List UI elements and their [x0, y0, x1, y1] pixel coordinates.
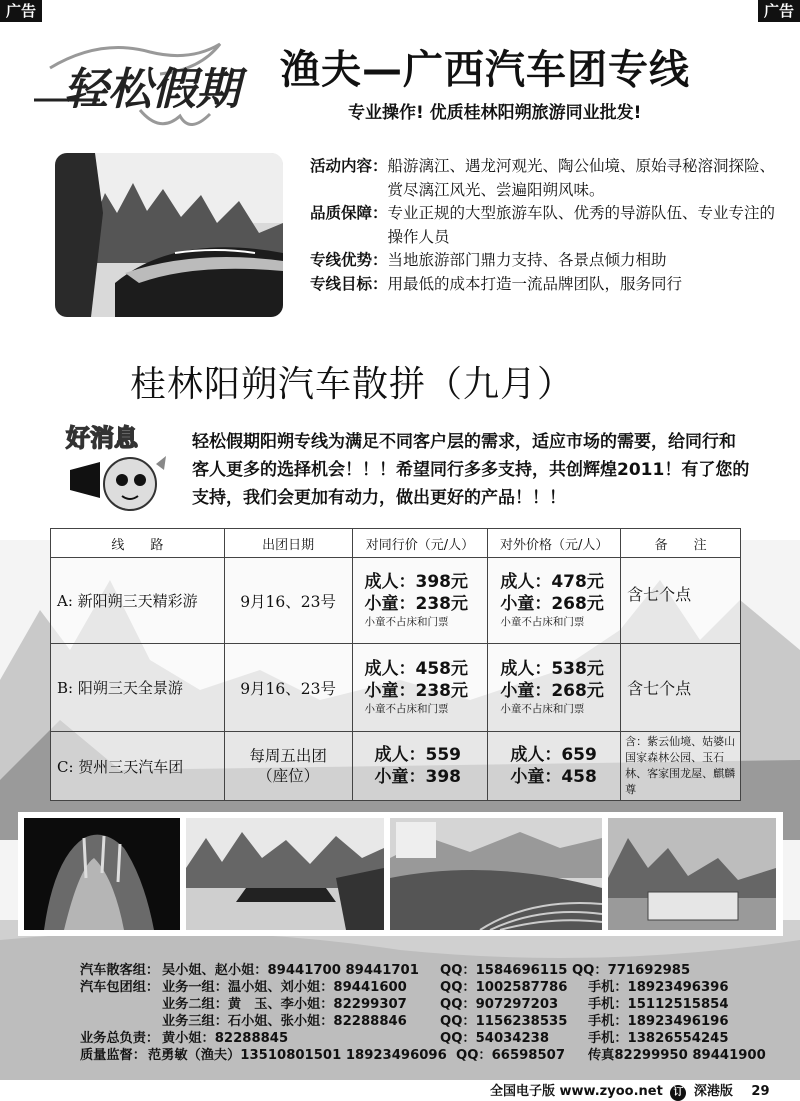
contact-row — [80, 996, 780, 1013]
child-price-note: 小童不占床和门票 — [364, 703, 449, 715]
retail-price-cell — [488, 644, 621, 732]
contact-phone: 传真82299950 89441900 — [588, 1048, 766, 1063]
karst-river-photo — [186, 818, 384, 930]
info-block — [310, 155, 790, 296]
contact-name: 业务二组：黄 玉、李小姐：82299307 — [162, 997, 407, 1012]
contact-name: 业务三组：石小姐、张小姐：82288846 — [162, 1014, 407, 1029]
footer-edition: 深港版 — [693, 1084, 733, 1099]
child-price: 小童：238元 — [364, 681, 469, 701]
info-row: 专线优势 ： 当地旅游部门鼎力支持、各景点倾力相助 — [310, 249, 790, 273]
contact-list — [80, 962, 780, 1064]
adult-price: 成人：538元 — [500, 659, 604, 679]
cave-photo — [24, 818, 180, 930]
header-date: 出团日期 — [224, 529, 352, 558]
adult-price: 成人：659 — [510, 745, 597, 765]
logo-text: 轻松假期 — [64, 64, 240, 115]
contact-row — [80, 1030, 780, 1047]
contact-label: 汽车包团组： — [80, 980, 160, 995]
table-header-row — [51, 529, 741, 558]
route-cell: B: 阳朔三天全景游 — [51, 644, 225, 732]
contact-qq: QQ：1002587786 — [440, 980, 568, 995]
info-value: 专业正规的大型旅游车队、优秀的导游队伍、专业专注的操作人员 — [387, 204, 776, 246]
info-value: 当地旅游部门鼎力支持、各景点倾力相助 — [387, 251, 667, 269]
ad-tag-right: 广告 — [758, 0, 800, 22]
contact-row — [80, 1013, 780, 1030]
child-price: 小童：398 — [374, 767, 462, 787]
banknote-scenery-photo — [608, 818, 776, 930]
adult-price: 成人：458元 — [364, 659, 469, 679]
info-key: 专线目标 — [310, 274, 373, 293]
contact-qq: QQ：907297203 — [440, 997, 559, 1012]
contact-name: 吴小姐、赵小姐：89441700 89441701 — [162, 963, 419, 978]
footer-badge-icon: 订 — [670, 1085, 686, 1101]
adult-price: 成人：478元 — [500, 572, 604, 592]
photo-strip — [18, 812, 783, 936]
good-news-badge — [60, 420, 180, 520]
info-value: 船游漓江、遇龙河观光、陶公仙境、原始寻秘溶洞探险、赏尽漓江风光、尝遍阳朔风味。 — [387, 157, 776, 199]
route-cell: C: 贺州三天汽车团 — [51, 732, 225, 801]
table-row — [51, 732, 741, 801]
contact-qq: QQ：54034238 — [440, 1031, 550, 1046]
mascot-icon — [104, 458, 156, 510]
peer-price-cell — [352, 644, 488, 732]
info-key: 品质保障 — [310, 204, 373, 222]
date-cell: 9月16、23号 — [224, 644, 352, 732]
child-price: 小童：458 — [510, 767, 597, 787]
table-row — [51, 558, 741, 644]
note-cell: 含七个点 — [621, 558, 741, 644]
section-title: 桂林阳朔汽车散拼（九月） — [130, 364, 575, 405]
child-price-note: 小童不占床和门票 — [364, 616, 449, 628]
ad-tag-left: 广告 — [0, 0, 42, 22]
note-cell: 含七个点 — [621, 644, 741, 732]
contact-qq: QQ：1156238535 — [440, 1014, 568, 1029]
contact-qq: QQ：1584696115 QQ：771692985 — [440, 963, 691, 978]
brand-logo — [30, 30, 260, 140]
info-key: 专线优势 — [310, 251, 373, 269]
contact-phone: 手机：18923496396 — [588, 980, 729, 995]
header-retail-price: 对外价格（元/人） — [488, 529, 621, 558]
child-price: 小童：268元 — [500, 594, 604, 614]
footer-site: 全国电子版 www.zyoo.net — [490, 1084, 663, 1099]
date-cell: 每周五出团（座位） — [224, 732, 352, 801]
note-cell: 含：紫云仙境、姑婆山国家森林公园、玉石林、客家围龙屋、麒麟尊 — [621, 732, 741, 801]
info-row: 专线目标 ： 用最低的成本打造一流品牌团队，服务同行 — [310, 273, 790, 297]
contact-name: 黄小姐：82288845 — [162, 1031, 289, 1046]
contact-label: 汽车散客组： — [80, 963, 160, 978]
contact-phone: 手机：13826554245 — [588, 1031, 729, 1046]
news-text: 轻松假期阳朔专线为满足不同客户层的需求，适应市场的需要，给同行和客人更多的选择机会！！！希望同行多多支持，共创辉煌2011！有了您的支持，我们会更加有动力，做出更好的产品！！！ — [192, 432, 750, 508]
contact-row — [80, 962, 780, 979]
page-title: 渔夫—广西汽车团专线 — [280, 47, 690, 93]
contact-qq: QQ：66598507 — [456, 1048, 566, 1063]
child-price: 小童：238元 — [364, 594, 469, 614]
news-badge-text: 好消息 — [66, 424, 138, 452]
header-route: 线 路 — [51, 529, 225, 558]
info-row: 活动内容 ： 船游漓江、遇龙河观光、陶公仙境、原始寻秘溶洞探险、赏尽漓江风光、尝遍阳朔风味。 — [310, 155, 790, 202]
child-price: 小童：268元 — [500, 681, 604, 701]
child-price-note: 小童不占床和门票 — [500, 616, 585, 628]
terrace-photo — [390, 818, 602, 930]
info-value: 用最低的成本打造一流品牌团队，服务同行 — [387, 274, 683, 293]
contact-label: 质量监督： — [80, 1048, 146, 1063]
contact-phone: 手机：15112515854 — [588, 997, 729, 1012]
table-row — [51, 644, 741, 732]
adult-price: 成人：559 — [374, 745, 462, 765]
contact-row — [80, 1047, 780, 1064]
contact-name: 业务一组：温小姐、刘小姐：89441600 — [162, 980, 407, 995]
contact-label: 业务总负责： — [80, 1031, 160, 1046]
contact-row — [80, 979, 780, 996]
info-row: 品质保障 ： 专业正规的大型旅游车队、优秀的导游队伍、专业专注的操作人员 — [310, 202, 790, 249]
peer-price-cell — [352, 732, 488, 801]
header-peer-price: 对同行价（元/人） — [352, 529, 488, 558]
retail-price-cell — [488, 732, 621, 801]
peer-price-cell — [352, 558, 488, 644]
route-cell: A: 新阳朔三天精彩游 — [51, 558, 225, 644]
contact-phone: 手机：18923496196 — [588, 1014, 729, 1029]
child-price-note: 小童不占床和门票 — [500, 703, 585, 715]
adult-price: 成人：398元 — [364, 572, 469, 592]
header-note: 备 注 — [621, 529, 741, 558]
megaphone-icon — [70, 462, 100, 498]
contact-name: 范勇敏（渔夫）13510801501 18923496096 — [148, 1048, 447, 1063]
info-key: 活动内容 — [310, 157, 373, 175]
date-cell: 9月16、23号 — [224, 558, 352, 644]
retail-price-cell — [488, 558, 621, 644]
lijiang-river-photo — [55, 153, 283, 317]
page-subtitle: 专业操作! 优质桂林阳朔旅游同业批发! — [348, 103, 642, 123]
route-price-table — [50, 528, 741, 801]
page-footer — [490, 1080, 770, 1101]
page-number: 29 — [751, 1084, 770, 1099]
